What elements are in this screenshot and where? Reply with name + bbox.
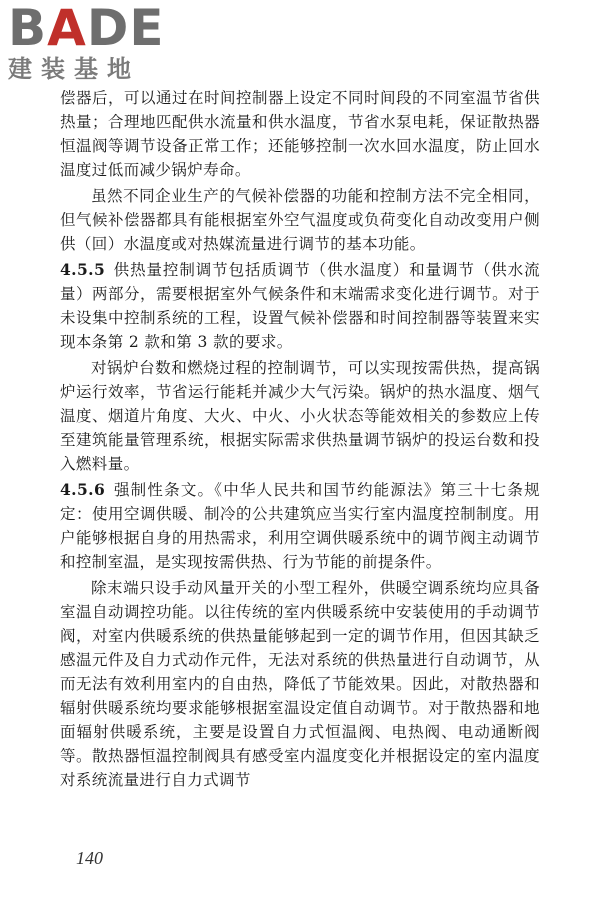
- logo-wordmark: BADE: [8, 0, 165, 57]
- clause-paragraph: 4.5.5 供热量控制调节包括质调节（供水温度）和量调节（供水流量）两部分，需要根据室外气候条件和末端需求变化进行调节。对于未设集中控制系统的工程，设置气候补偿器和时间控制器等装置来实现本条第 2 款和第 3 款的要求。: [60, 260, 540, 351]
- paragraph: 对锅炉台数和燃烧过程的控制调节，可以实现按需供热，提高锅炉运行效率，节省运行能耗并减少大气污染。锅炉的热水温度、烟气温度、烟道片角度、大火、中火、小火状态等能效相关的参数应上传至建筑能量管理系统，根据实际需求供热量调节锅炉的投运台数和投入燃料量。: [60, 359, 540, 473]
- bade-logo: [8, 0, 178, 94]
- clause-number: 4.5.6: [60, 480, 106, 499]
- logo-subtitle: 建装基地: [8, 55, 140, 83]
- page-number: 140: [76, 848, 103, 868]
- clause-number: 4.5.5: [60, 260, 106, 279]
- paragraph: 除末端只设手动风量开关的小型工程外，供暖空调系统均应具备室温自动调控功能。以往传统的室内供暖系统中安装使用的手动调节阀，对室内供暖系统的供热量能够起到一定的调节作用，但因其缺乏感温元件及自力式动作元件，无法对系统的供热量进行自动调节，从而无法有效利用室内的自由热，降低了节能效果。因此，对散热器和辐射供暖系统均要求能够根据室温设定值自动调节。对于散热器和地面辐射供暖系统，主要是设置自力式恒温阀、电热阀、电动通断阀等。散热器恒温控制阀具有感受室内温度变化并根据设定的室内温度对系统流量进行自力式调节: [60, 579, 540, 789]
- document-body: [60, 86, 540, 794]
- paragraph: 虽然不同企业生产的气候补偿器的功能和控制方法不完全相同，但气候补偿器都具有能根据室外空气温度或负荷变化自动改变用户侧供（回）水温度或对热媒流量进行调节的基本功能。: [60, 187, 540, 253]
- paragraph: 偿器后，可以通过在时间控制器上设定不同时间段的不同室温节省供热量；合理地匹配供水流量和供水温度，节省水泵电耗，保证散热器恒温阀等调节设备正常工作；还能够控制一次水回水温度，防止回水温度过低而减少锅炉寿命。: [60, 89, 540, 179]
- clause-paragraph: 4.5.6 强制性条文。《中华人民共和国节约能源法》第三十七条规定：使用空调供暖、制冷的公共建筑应当实行室内温度控制制度。用户能够根据自身的用热需求，利用空调供暖系统中的调节阀主动调节和控制室温，是实现按需供热、行为节能的前提条件。: [60, 480, 540, 571]
